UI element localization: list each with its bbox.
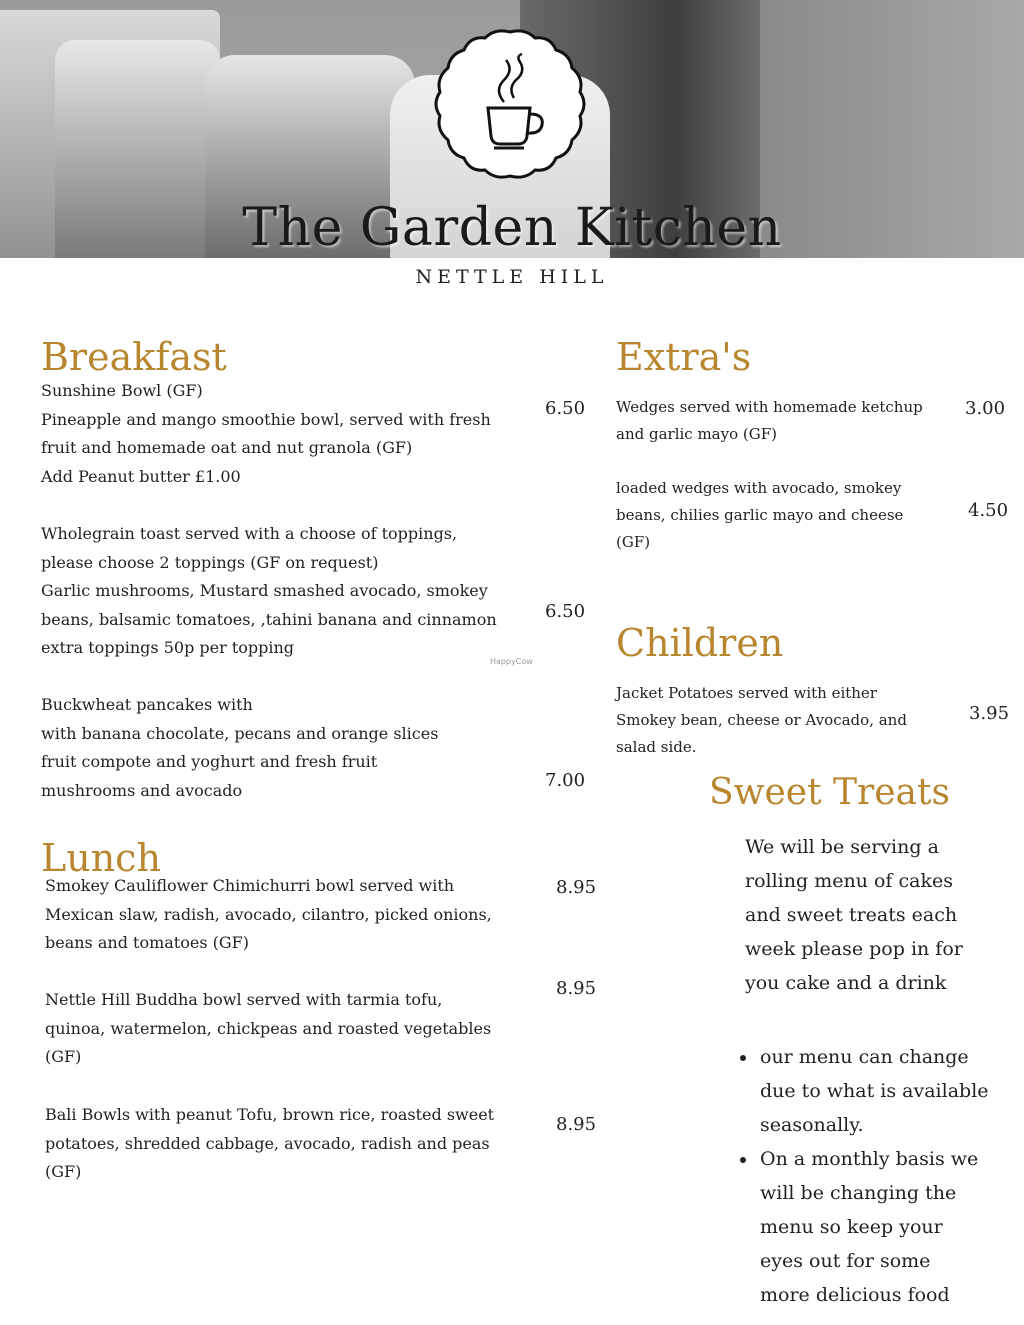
item-line: Smokey Cauliflower Chimichurri bowl served with [45, 876, 455, 895]
text-line: eyes out for some [760, 1250, 931, 1272]
price: 3.95 [969, 703, 1010, 724]
price: 8.95 [556, 877, 597, 898]
text-line: rolling menu of cakes [745, 870, 953, 892]
lunch-item-bali-bowl [45, 1101, 494, 1187]
text-line: more delicious food [760, 1284, 950, 1306]
price: 6.50 [545, 398, 586, 419]
text-line: will be changing the [760, 1182, 957, 1204]
item-line: and garlic mayo (GF) [616, 425, 777, 443]
text-line: • our menu can change [760, 1046, 969, 1068]
price: 3.00 [965, 398, 1006, 419]
lunch-item-buddha-bowl [45, 986, 491, 1072]
item-line: with banana chocolate, pecans and orange slices [41, 723, 439, 743]
text-line: • On a monthly basis we [760, 1148, 979, 1170]
item-line: Garlic mushrooms, Mustard smashed avocado, smokey [41, 581, 488, 600]
price: 6.50 [545, 601, 586, 622]
item-line: Wholegrain toast served with a choose of toppings, [41, 524, 458, 543]
list-item [758, 1142, 989, 1312]
item-line: beans, balsamic tomatoes, ,tahini banana and cinnamon [41, 609, 497, 629]
item-line: Smokey bean, cheese or Avocado, and [616, 711, 907, 729]
lunch-heading: Lunch [41, 836, 161, 880]
extras-item-wedges [616, 394, 923, 448]
item-line: fruit and homemade oat and nut granola (GF) [41, 438, 413, 457]
breakfast-item-pancakes [41, 691, 438, 805]
restaurant-title: The Garden Kitchen [242, 198, 782, 258]
text-line: you cake and a drink [745, 972, 947, 994]
item-line: loaded wedges with avocado, smokey [616, 479, 902, 497]
item-line: Mexican slaw, radish, avocado, cilantro, picked onions, [45, 904, 492, 924]
lunch-item-cauliflower-bowl [45, 872, 492, 958]
coffee-cup-logo-icon [430, 24, 590, 184]
item-line: salad side. [616, 738, 697, 756]
price: 7.00 [545, 770, 586, 791]
item-line: extra toppings 50p per topping [41, 638, 295, 657]
location-subtitle: NETTLE HILL [415, 266, 609, 288]
watermark-text: HappyCow [490, 657, 533, 666]
item-line: Buckwheat pancakes with [41, 695, 253, 714]
price: 8.95 [556, 978, 597, 999]
item-line: Nettle Hill Buddha bowl served with tarmia tofu, [45, 990, 443, 1009]
item-line: please choose 2 toppings (GF on request) [41, 552, 379, 572]
item-line: Bali Bowls with peanut Tofu, brown rice, roasted sweet [45, 1105, 495, 1124]
item-line: (GF) [45, 1047, 82, 1066]
item-line: Add Peanut butter £1.00 [41, 466, 241, 486]
breakfast-item-toast [41, 520, 497, 663]
item-line: (GF) [45, 1162, 82, 1181]
sweet-treats-description [745, 830, 963, 1000]
item-line: Jacket Potatoes served with either [616, 684, 877, 702]
header-photo [0, 0, 1024, 258]
list-item [758, 1040, 989, 1142]
item-line: beans, chilies garlic mayo and cheese [616, 506, 904, 524]
item-line: Wedges served with homemade ketchup [616, 398, 923, 416]
price: 4.50 [968, 500, 1009, 521]
item-line: Pineapple and mango smoothie bowl, served with fresh [41, 409, 491, 429]
text-line: menu so keep your [760, 1216, 943, 1238]
item-line: (GF) [616, 533, 651, 551]
breakfast-item-sunshine-bowl [41, 377, 491, 491]
item-line: Sunshine Bowl (GF) [41, 381, 203, 400]
price: 8.95 [556, 1114, 597, 1135]
text-line: week please pop in for [745, 938, 963, 960]
sweet-treats-heading: Sweet Treats [709, 772, 950, 813]
children-item-jacket-potatoes [616, 680, 907, 761]
text-line: seasonally. [760, 1114, 864, 1136]
item-line: beans and tomatoes (GF) [45, 933, 249, 952]
children-heading: Children [616, 621, 784, 665]
text-line: We will be serving a [745, 836, 939, 858]
extras-heading: Extra's [616, 335, 752, 379]
item-line: quinoa, watermelon, chickpeas and roasted vegetables [45, 1018, 492, 1038]
menu-notes-list [738, 1040, 989, 1312]
breakfast-heading: Breakfast [41, 335, 227, 379]
text-line: due to what is available [760, 1080, 989, 1102]
item-line: mushrooms and avocado [41, 780, 243, 800]
item-line: fruit compote and yoghurt and fresh fruit [41, 752, 378, 771]
text-line: and sweet treats each [745, 904, 958, 926]
item-line: potatoes, shredded cabbage, avocado, radish and peas [45, 1133, 490, 1153]
extras-item-loaded-wedges [616, 475, 903, 556]
